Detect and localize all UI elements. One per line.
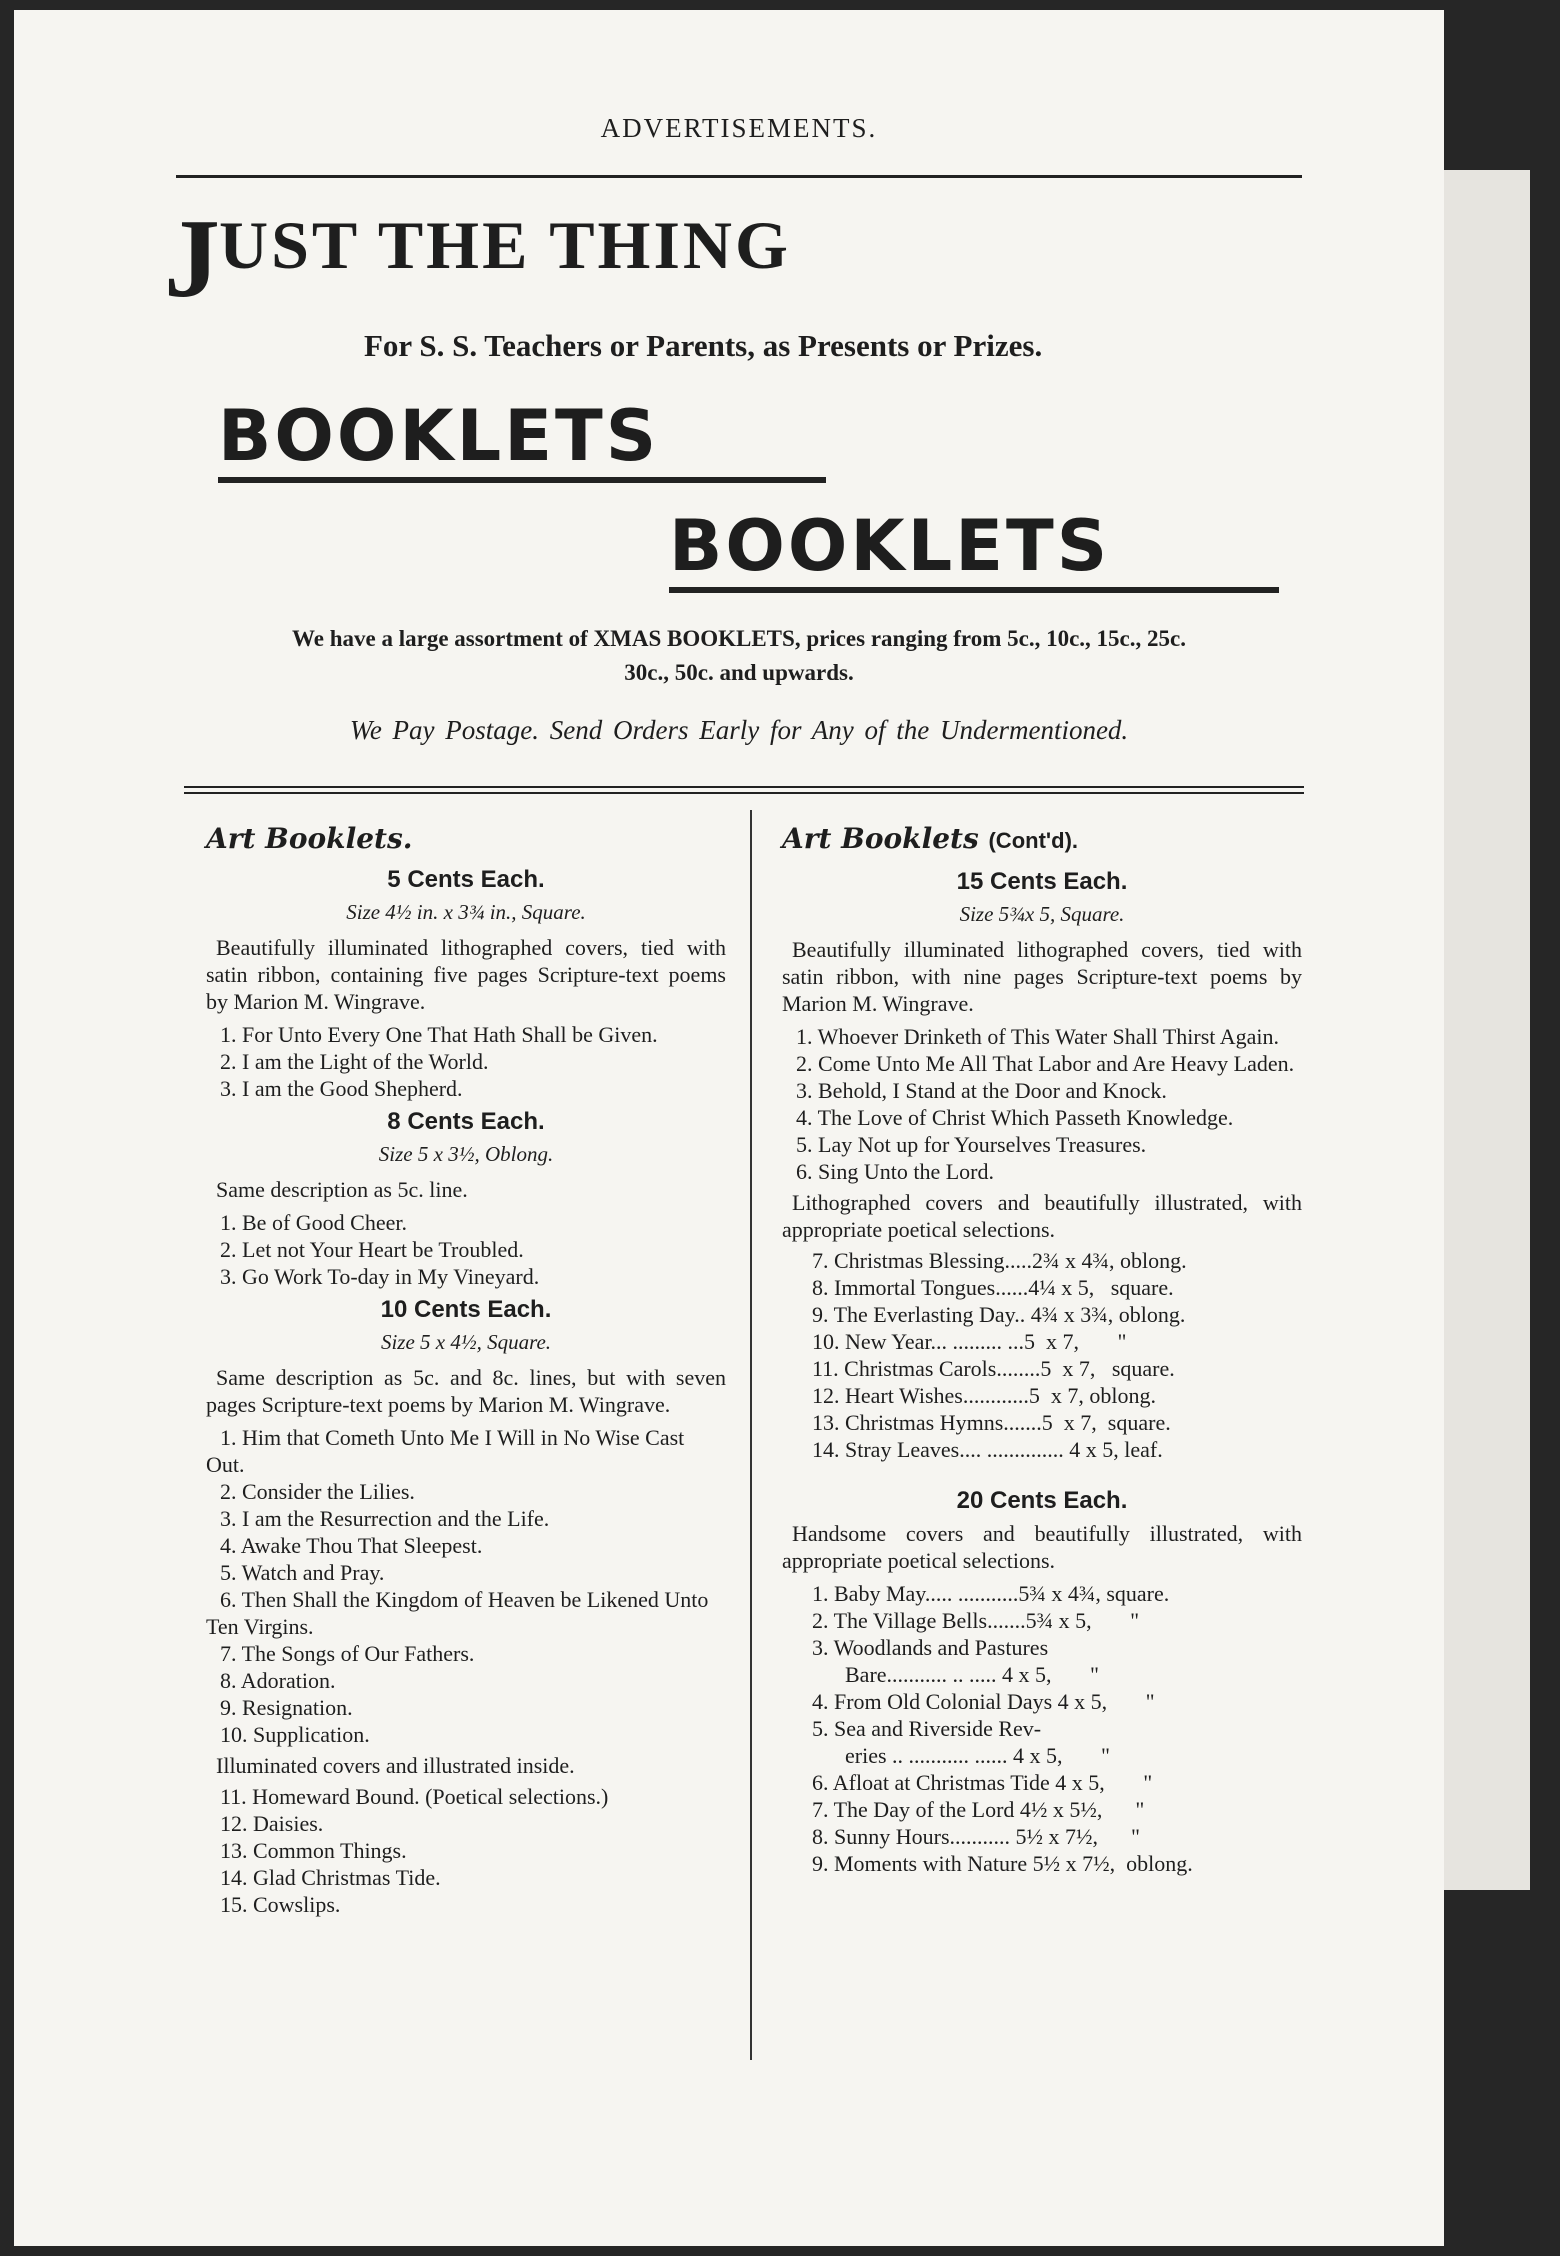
table-row: 9. The Everlasting Day.. 4¾ x 3¾, oblong. xyxy=(812,1302,1186,1327)
list-item: 2. Let not Your Heart be Troubled. xyxy=(220,1237,524,1262)
list-item: 11. Homeward Bound. (Poetical selections.) xyxy=(220,1784,609,1809)
description-20c: Handsome covers and beautifully illustrated, with appropriate poetical selections. xyxy=(782,1521,1302,1573)
list-item: 1. Him that Cometh Unto Me I Will in No Wise Cast Out. xyxy=(206,1425,685,1477)
table-row: 9. Moments with Nature 5½ x 7½, oblong. xyxy=(812,1851,1193,1876)
headline xyxy=(164,195,791,324)
price-heading-5c: 5 Cents Each. xyxy=(387,866,545,893)
headline-text: UST THE THING xyxy=(219,207,791,283)
description-8c: Same description as 5c. line. xyxy=(216,1177,468,1202)
list-item: 5. Lay Not up for Yourselves Treasures. xyxy=(796,1132,1147,1157)
table-row: 14. Stray Leaves.... .............. 4 x 5, leaf. xyxy=(812,1437,1163,1462)
section-rule-1 xyxy=(184,786,1304,788)
list-item: 3. I am the Good Shepherd. xyxy=(220,1076,463,1101)
booklets-underline-1 xyxy=(218,477,826,483)
intro-line-2: 30c., 50c. and upwards. xyxy=(624,660,854,685)
table-20c xyxy=(812,1580,1302,1877)
description-10c: Same description as 5c. and 8c. lines, but with seven pages Scripture-text poems by Marion M. Wingrave. xyxy=(206,1365,726,1417)
table-row: 8. Sunny Hours........... 5½ x 7½, " xyxy=(812,1824,1140,1849)
size-15c: Size 5¾x 5, Square. xyxy=(959,902,1125,926)
booklets-banner-2: BOOKLETS xyxy=(669,505,1111,587)
list-item: 4. Awake Thou That Sleepest. xyxy=(220,1533,483,1558)
note-10c: Illuminated covers and illustrated inside. xyxy=(216,1753,575,1778)
list-item: 10. Supplication. xyxy=(220,1722,370,1747)
list-item: 2. I am the Light of the World. xyxy=(220,1049,489,1074)
list-item: 4. The Love of Christ Which Passeth Knowledge. xyxy=(796,1105,1234,1130)
size-10c: Size 5 x 4½, Square. xyxy=(380,1330,552,1354)
right-column xyxy=(782,822,1302,1877)
booklets-underline-2 xyxy=(669,587,1279,593)
list-item: 9. Resignation. xyxy=(220,1695,353,1720)
table-row: 8. Immortal Tongues......4¼ x 5, square. xyxy=(812,1275,1174,1300)
list-item: 3. Behold, I Stand at the Door and Knock. xyxy=(796,1078,1167,1103)
table-row: 13. Christmas Hymns.......5 x 7, square. xyxy=(812,1410,1171,1435)
description-15c: Beautifully illuminated lithographed covers, tied with satin ribbon, with nine pages Scripture-text poems by Marion M. Wingrave. xyxy=(782,937,1302,1016)
intro-line-1: We have a large assortment of XMAS BOOKLETS, prices ranging from 5c., 10c., 15c., 25c. xyxy=(292,626,1186,651)
price-heading-10c: 10 Cents Each. xyxy=(380,1296,552,1323)
list-item: 12. Daisies. xyxy=(220,1811,324,1836)
table-row: Bare........... .. ..... 4 x 5, " xyxy=(812,1662,1100,1687)
list-item: 2. Consider the Lilies. xyxy=(220,1479,415,1504)
size-8c: Size 5 x 3½, Oblong. xyxy=(378,1142,554,1166)
column-divider xyxy=(750,810,752,2060)
list-item: 1. Be of Good Cheer. xyxy=(220,1210,407,1235)
list-item: 6. Then Shall the Kingdom of Heaven be Likened Unto Ten Virgins. xyxy=(206,1587,709,1639)
advertisement-page xyxy=(14,10,1444,2246)
list-item: 14. Glad Christmas Tide. xyxy=(220,1865,441,1890)
list-item: 1. For Unto Every One That Hath Shall be Given. xyxy=(220,1022,658,1047)
table-row: 5. Sea and Riverside Rev- xyxy=(812,1716,1042,1741)
list-item: 2. Come Unto Me All That Labor and Are Heavy Laden. xyxy=(796,1051,1295,1076)
table-row: 10. New Year... ......... ...5 x 7, " xyxy=(812,1329,1127,1354)
subheadline: For S. S. Teachers or Parents, as Presents or Prizes. xyxy=(364,328,1043,363)
left-column xyxy=(206,822,726,1918)
list-item: 7. The Songs of Our Fathers. xyxy=(220,1641,475,1666)
price-heading-20c: 20 Cents Each. xyxy=(956,1487,1128,1514)
list-item: 3. I am the Resurrection and the Life. xyxy=(220,1506,550,1531)
table-row: 4. From Old Colonial Days 4 x 5, " xyxy=(812,1689,1155,1714)
note-15c: Lithographed covers and beautifully illustrated, with appropriate poetical selections. xyxy=(782,1190,1302,1242)
table-row: 7. The Day of the Lord 4½ x 5½, " xyxy=(812,1797,1145,1822)
intro-text xyxy=(164,622,1314,690)
list-item: 6. Sing Unto the Lord. xyxy=(796,1159,994,1184)
left-column-heading: Art Booklets. xyxy=(206,822,413,855)
list-item: 5. Watch and Pray. xyxy=(220,1560,385,1585)
price-heading-15c: 15 Cents Each. xyxy=(956,868,1128,895)
underlying-page-edge xyxy=(1440,170,1530,1890)
right-column-heading xyxy=(782,822,1302,855)
page-header: ADVERTISEMENTS. xyxy=(600,113,878,143)
list-item: 8. Adoration. xyxy=(220,1668,336,1693)
list-item: 3. Go Work To-day in My Vineyard. xyxy=(220,1264,540,1289)
table-row: 7. Christmas Blessing.....2¾ x 4¾, oblong. xyxy=(812,1248,1187,1273)
table-row: 6. Afloat at Christmas Tide 4 x 5, " xyxy=(812,1770,1153,1795)
right-column-heading-cont: (Cont'd). xyxy=(988,828,1079,853)
table-row: 2. The Village Bells.......5¾ x 5, " xyxy=(812,1608,1140,1633)
description-5c: Beautifully illuminated lithographed covers, tied with satin ribbon, containing five pages Scripture-text poems by Marion M. Wingrave. xyxy=(206,935,726,1014)
list-item: 1. Whoever Drinketh of This Water Shall Thirst Again. xyxy=(796,1024,1279,1049)
table-15c xyxy=(812,1247,1302,1463)
postage-note: We Pay Postage. Send Orders Early for Any of the Undermentioned. xyxy=(349,715,1129,745)
booklets-banner-1: BOOKLETS xyxy=(218,395,660,477)
list-item: 13. Common Things. xyxy=(220,1838,407,1863)
size-5c: Size 4½ in. x 3¾ in., Square. xyxy=(346,900,586,924)
table-row: 12. Heart Wishes............5 x 7, oblong. xyxy=(812,1383,1156,1408)
table-row: 11. Christmas Carols........5 x 7, square. xyxy=(812,1356,1175,1381)
table-row: eries .. ........... ...... 4 x 5, " xyxy=(812,1743,1111,1768)
list-item: 15. Cowslips. xyxy=(220,1892,341,1917)
table-row: 3. Woodlands and Pastures xyxy=(812,1635,1049,1660)
right-column-heading-text: Art Booklets xyxy=(782,822,979,855)
table-row: 1. Baby May..... ...........5¾ x 4¾, square. xyxy=(812,1581,1170,1606)
top-rule xyxy=(176,175,1302,178)
headline-initial: J xyxy=(164,197,223,321)
price-heading-8c: 8 Cents Each. xyxy=(387,1108,545,1135)
section-rule-2 xyxy=(184,792,1304,794)
